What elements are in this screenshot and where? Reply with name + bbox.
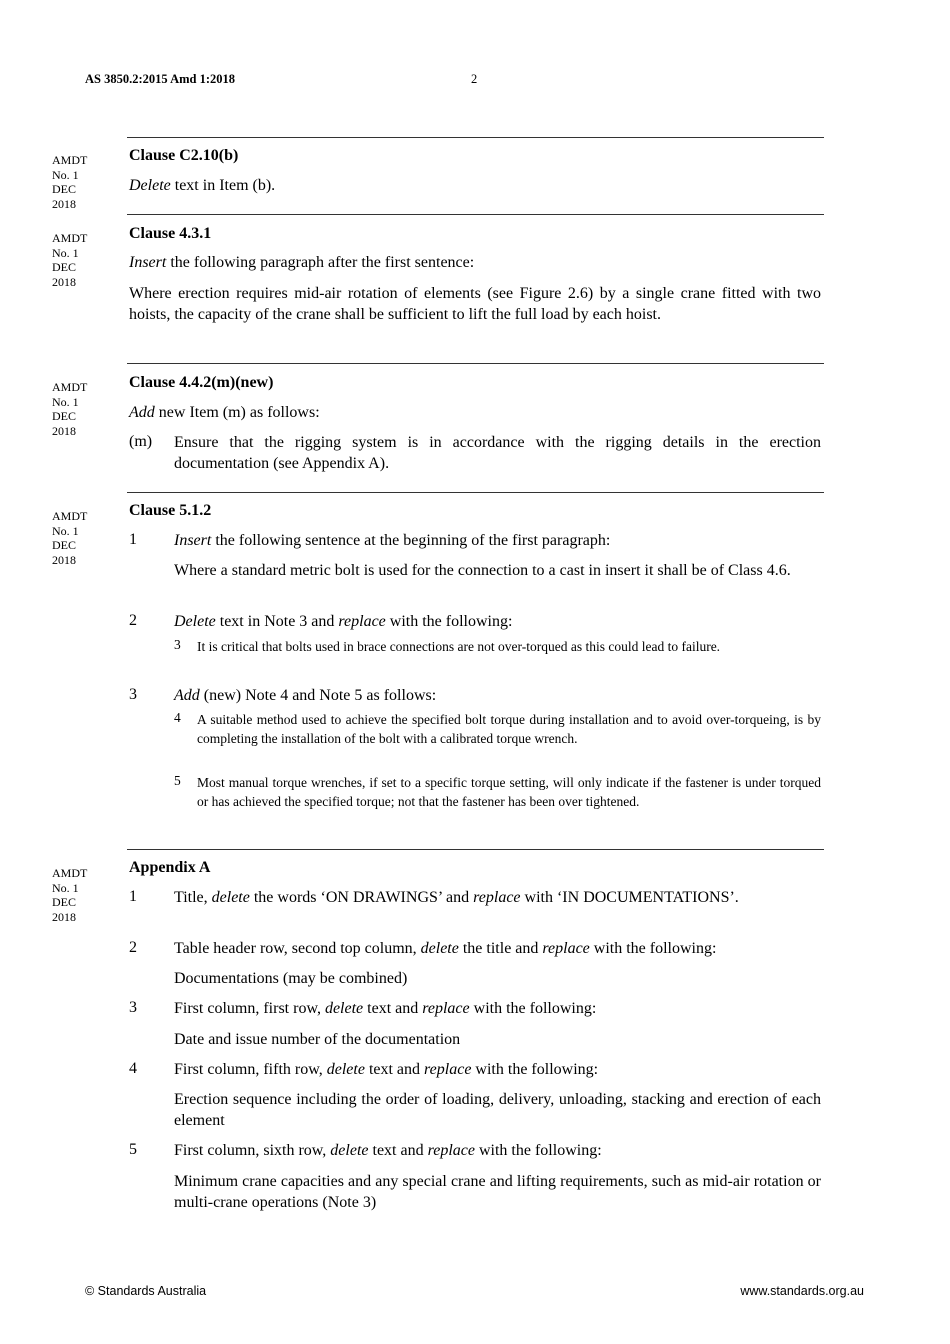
note-text: It is critical that bolts used in brace connections are not over-torqued as this could lead to failure. [197,639,721,654]
instruction: Add new Item (m) as follows: [129,404,320,421]
item-number: 5 [129,1141,137,1158]
item-label: (m) [129,433,153,450]
instruction: Insert the following sentence at the beginning of the first paragraph: [174,532,611,549]
instruction: First column, first row, delete text and replace with the following: [174,1000,597,1017]
clause-title: Clause 5.1.2 [129,502,212,519]
page-number: 2 [471,72,478,86]
amendment-marker: AMDT No. 1 DEC 2018 [52,231,88,289]
instruction: First column, sixth row, delete text and replace with the following: [174,1142,602,1159]
footer-website[interactable]: www.standards.org.au [740,1284,864,1298]
item-number: 2 [129,939,137,956]
instruction: Table header row, second top column, delete the title and replace with the following: [174,940,717,957]
section-divider [127,492,824,493]
section-divider [127,363,824,364]
replacement-text: Erection sequence including the order of loading, delivery, unloading, stacking and erection of each element [174,1091,821,1129]
instruction: Delete text in Note 3 and replace with the following: [174,613,513,630]
amendment-marker: AMDT No. 1 DEC 2018 [52,153,88,211]
clause-title: Clause C2.10(b) [129,147,239,164]
item-number: 2 [129,612,137,629]
item-text: Ensure that the rigging system is in accordance with the rigging details in the erection documentation (see Appendix A). [174,434,821,472]
instruction: Add (new) Note 4 and Note 5 as follows: [174,687,437,704]
clause-title: Clause 4.3.1 [129,225,212,242]
instruction: Title, delete the words ‘ON DRAWINGS’ and replace with ‘IN DOCUMENTATIONS’. [174,889,739,906]
replacement-text: Documentations (may be combined) [174,970,408,987]
replacement-text: Minimum crane capacities and any special crane and lifting requirements, such as mid-air rotation or multi-crane operations (Note 3) [174,1173,821,1211]
note-number: 4 [174,710,181,725]
instruction: First column, fifth row, delete text and replace with the following: [174,1061,599,1078]
amendment-marker: AMDT No. 1 DEC 2018 [52,509,88,567]
note-text: Most manual torque wrenches, if set to a specific torque setting, will only indicate if the fastener is under torqued or has achieved the specified torque; not that the fastener has been over tightened. [197,775,821,809]
replacement-text: Date and issue number of the documentation [174,1031,461,1048]
appendix-title: Appendix A [129,859,211,876]
section-divider [127,849,824,850]
amendment-marker: AMDT No. 1 DEC 2018 [52,866,88,924]
inserted-paragraph: Where erection requires mid-air rotation of elements (see Figure 2.6) by a single crane fitted with two hoists, the capacity of the crane shall be sufficient to lift the full load by each hoist. [129,285,821,323]
item-number: 1 [129,888,137,905]
inserted-sentence: Where a standard metric bolt is used for the connection to a cast in insert it shall be of Class 4.6. [174,562,791,579]
clause-title: Clause 4.4.2(m)(new) [129,374,274,391]
section-divider [127,137,824,138]
amendment-marker: AMDT No. 1 DEC 2018 [52,380,88,438]
section-divider [127,214,824,215]
note-text: A suitable method used to achieve the specified bolt torque during installation and to avoid over-torqueing, is by completing the installation of the bolt with a calibrated torque wrench. [197,712,821,746]
footer-copyright: © Standards Australia [85,1284,207,1298]
note-number: 3 [174,637,181,652]
note-number: 5 [174,773,181,788]
document-id: AS 3850.2:2015 Amd 1:2018 [85,72,236,86]
item-number: 1 [129,531,137,548]
instruction: Delete text in Item (b). [129,177,276,194]
item-number: 3 [129,999,137,1016]
item-number: 3 [129,686,137,703]
item-number: 4 [129,1060,137,1077]
instruction: Insert the following paragraph after the first sentence: [129,254,475,271]
